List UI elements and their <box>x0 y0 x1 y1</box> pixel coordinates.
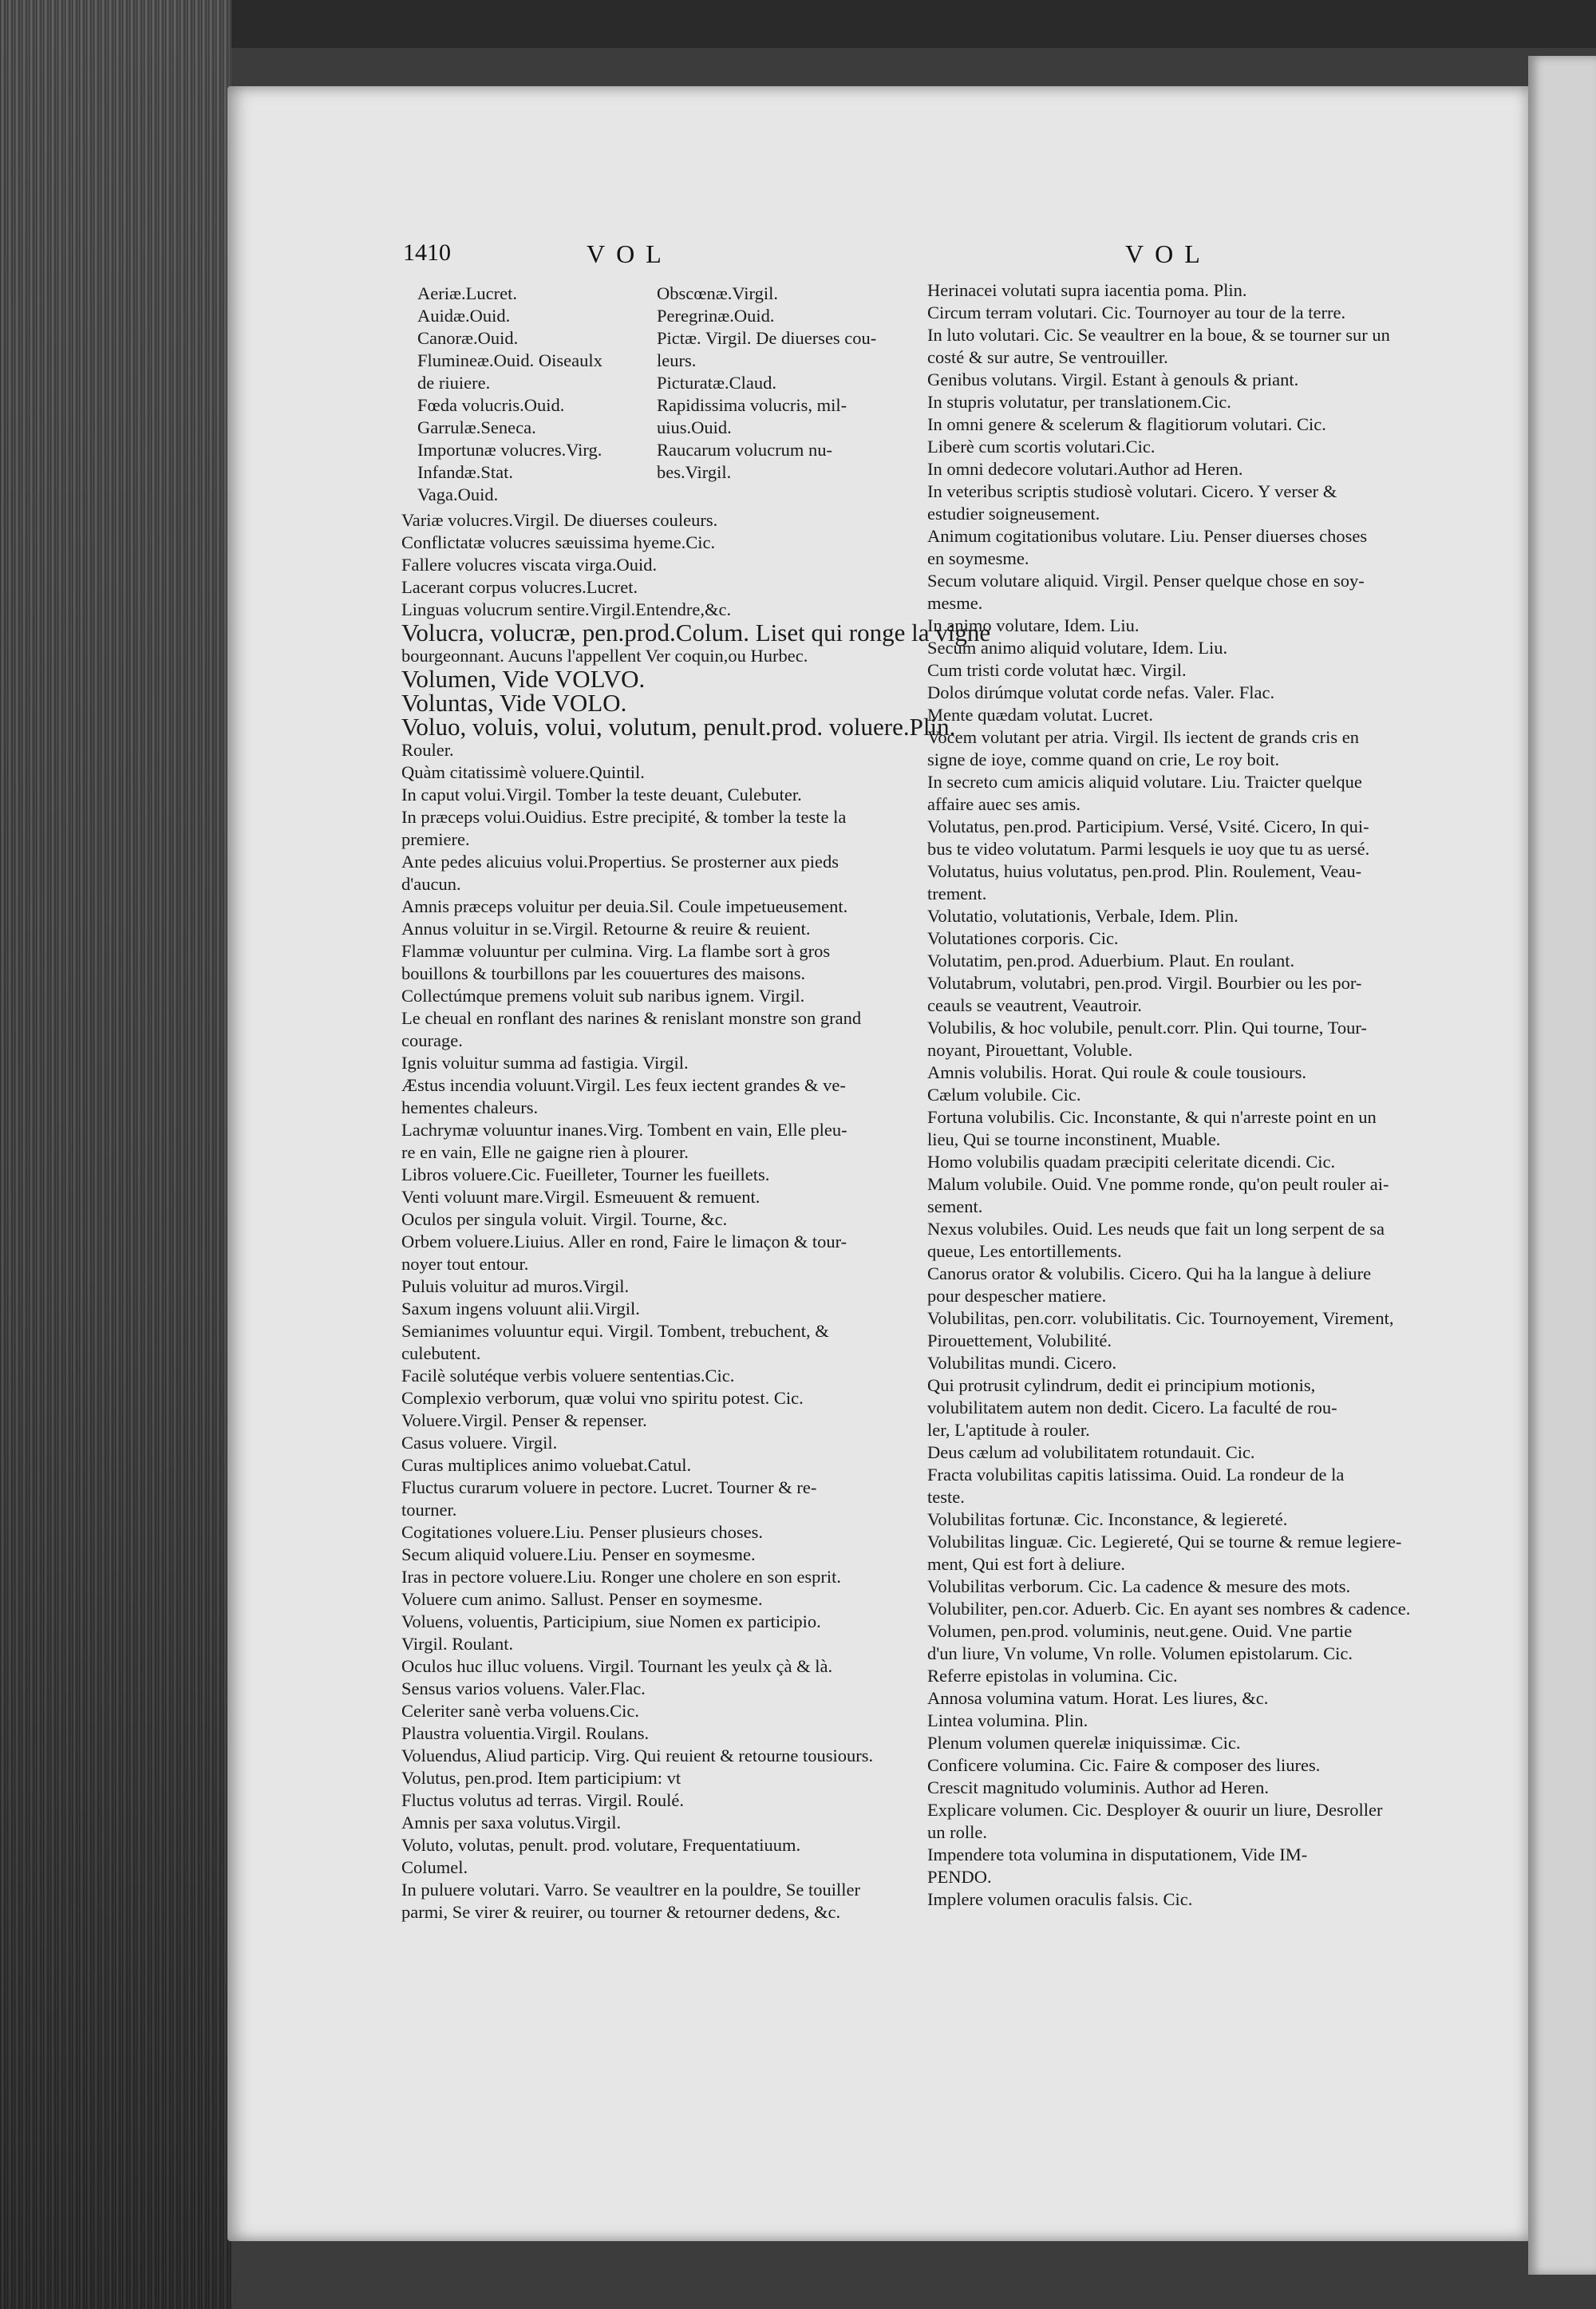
text-line: Lintea volumina. Plin. <box>927 1710 1088 1730</box>
text-line: ment, Qui est fort à deliure. <box>927 1554 1126 1574</box>
text-line: Volubilitas verborum. Cic. La cadence & mesure des mots. <box>927 1576 1351 1596</box>
text-line: Puluis voluitur ad muros.Virgil. <box>401 1276 630 1296</box>
text-line: In caput volui.Virgil. Tomber la teste deuant, Culebuter. <box>401 785 802 805</box>
column-b-main <box>927 279 1416 1911</box>
text-line: In puluere volutari. Varro. Se veaultrer en la pouldre, Se touiller <box>401 1880 861 1900</box>
text-line: tourner. <box>401 1500 457 1520</box>
text-line: Volutabrum, volutabri, pen.prod. Virgil. Bourbier ou les por- <box>927 973 1362 993</box>
text-line: Volutatio, volutationis, Verbale, Idem. Plin. <box>927 906 1238 926</box>
text-line: Rapidissima volucris, mil- <box>657 395 847 415</box>
text-line: Iras in pectore voluere.Liu. Ronger une cholere en son esprit. <box>401 1567 842 1587</box>
text-line: en soymesme. <box>927 548 1029 568</box>
text-line: Ante pedes alicuius volui.Propertius. Se prosterner aux pieds <box>401 852 839 872</box>
text-line: Pictæ. Virgil. De diuerses cou- <box>657 328 877 348</box>
text-line: Volutatus, pen.prod. Participium. Versé, Vsité. Cicero, In qui- <box>927 816 1369 836</box>
text-line: costé & sur autre, Se ventrouiller. <box>927 347 1168 367</box>
text-line: Lachrymæ voluuntur inanes.Virg. Tombent en vain, Elle pleu- <box>401 1120 847 1140</box>
text-line: Amnis per saxa volutus.Virgil. <box>401 1813 622 1833</box>
text-line: Genibus volutans. Virgil. Estant à genouls & priant. <box>927 370 1299 389</box>
text-line: Liberè cum scortis volutari.Cic. <box>927 437 1156 457</box>
text-line: Secum volutare aliquid. Virgil. Penser quelque chose en soy- <box>927 571 1365 591</box>
text-line: courage. <box>401 1030 463 1050</box>
text-line: Le cheual en ronflant des narines & renislant monstre son grand <box>401 1008 862 1028</box>
text-line: un rolle. <box>927 1822 987 1842</box>
text-line: bes.Virgil. <box>657 462 732 482</box>
text-line: Voluens, voluentis, Participium, siue Nomen ex participio. <box>401 1611 821 1631</box>
text-line: Venti voluunt mare.Virgil. Esmeuuent & remuent. <box>401 1187 760 1207</box>
text-line: Canoræ.Ouid. <box>417 328 519 348</box>
text-line: Voluere cum animo. Sallust. Penser en soymesme. <box>401 1589 763 1609</box>
text-line: Voluto, volutas, penult. prod. volutare, Frequentatiuum. <box>401 1835 801 1855</box>
text-line: queue, Les entortillements. <box>927 1241 1122 1261</box>
text-line: Variæ volucres.Virgil. De diuerses couleurs. <box>401 510 718 530</box>
text-line: trement. <box>927 884 987 903</box>
text-line: Voluo, voluis, volui, volutum, penult.prod. voluere.Plin. <box>401 713 956 741</box>
text-line: leurs. <box>657 350 697 370</box>
text-line: volubilitatem autem non dedit. Cicero. La faculté de rou- <box>927 1398 1337 1417</box>
text-line: Volumen, pen.prod. voluminis, neut.gene. Ouid. Vne partie <box>927 1621 1353 1641</box>
text-line: Fallere volucres viscata virga.Ouid. <box>401 555 658 575</box>
text-line: de riuiere. <box>417 373 491 393</box>
text-line: Facilè solutéque verbis voluere sententias.Cic. <box>401 1366 735 1386</box>
text-line: Explicare volumen. Cic. Desployer & ouurir un liure, Desroller <box>927 1800 1383 1820</box>
text-line: bus te video volutatum. Parmi lesquels ie uoy que tu as uersé. <box>927 839 1370 859</box>
text-line: In præceps volui.Ouidius. Estre precipité, & tomber la teste la <box>401 807 847 827</box>
text-line: ler, L'aptitude à rouler. <box>927 1420 1090 1440</box>
text-line: Malum volubile. Ouid. Vne pomme ronde, qu'on peult rouler ai- <box>927 1174 1389 1194</box>
text-line: Annus voluitur in se.Virgil. Retourne & reuire & reuient. <box>401 919 811 939</box>
text-line: Nexus volubiles. Ouid. Les neuds que fait un long serpent de sa <box>927 1219 1385 1239</box>
text-line: Volubilitas, pen.corr. volubilitatis. Cic. Tournoyement, Virement, <box>927 1308 1394 1328</box>
text-line: Vaga.Ouid. <box>417 484 499 504</box>
text-line: In animo volutare, Idem. Liu. <box>927 615 1140 635</box>
text-line: Æstus incendia voluunt.Virgil. Les feux iectent grandes & ve- <box>401 1075 846 1095</box>
text-line: premiere. <box>401 829 470 849</box>
text-line: bouillons & tourbillons par les couuertures des maisons. <box>401 963 806 983</box>
text-line: estudier soigneusement. <box>927 504 1100 524</box>
text-line: Canorus orator & volubilis. Cicero. Qui ha la langue à deliure <box>927 1263 1372 1283</box>
text-line: Semianimes voluuntur equi. Virgil. Tombent, trebuchent, & <box>401 1321 829 1341</box>
text-line: Collectúmque premens voluit sub naribus ignem. Virgil. <box>401 986 805 1006</box>
text-line: Volutatim, pen.prod. Aduerbium. Plaut. En roulant. <box>927 951 1295 971</box>
text-line: uius.Ouid. <box>657 417 732 437</box>
text-line: Peregrinæ.Ouid. <box>657 306 775 326</box>
text-line: Volubilitas linguæ. Cic. Legiereté, Qui se tourne & remue legiere- <box>927 1532 1402 1552</box>
text-line: teste. <box>927 1487 965 1507</box>
facing-page-edge <box>1528 56 1596 2275</box>
text-line: Vocem volutant per atria. Virgil. Ils iectent de grands cris en <box>927 727 1359 747</box>
text-line: Volutationes corporis. Cic. <box>927 928 1119 948</box>
text-line: Volubilitas mundi. Cicero. <box>927 1353 1117 1373</box>
page-number: 1410 <box>403 239 451 266</box>
column-a-short-right <box>657 283 892 484</box>
text-line: Plenum volumen querelæ iniquissimæ. Cic. <box>927 1733 1241 1753</box>
text-line: Crescit magnitudo voluminis. Author ad Heren. <box>927 1777 1270 1797</box>
text-line: Conflictatæ volucres sæuissima hyeme.Cic. <box>401 532 716 552</box>
text-line: Annosa volumina vatum. Horat. Les liures, &c. <box>927 1688 1269 1708</box>
text-line: Conficere volumina. Cic. Faire & composer des liures. <box>927 1755 1321 1775</box>
text-line: Impendere tota volumina in disputationem, Vide IM- <box>927 1844 1308 1864</box>
text-line: Importunæ volucres.Virg. <box>417 440 602 460</box>
text-line: Saxum ingens voluunt alii.Virgil. <box>401 1299 640 1319</box>
running-head-right: VOL <box>1125 239 1211 268</box>
text-line: sement. <box>927 1196 983 1216</box>
text-line: In omni genere & scelerum & flagitiorum volutari. Cic. <box>927 414 1326 434</box>
text-line: Secum aliquid voluere.Liu. Penser en soymesme. <box>401 1544 756 1564</box>
text-line: Fœda volucris.Ouid. <box>417 395 565 415</box>
text-line: pour despescher matiere. <box>927 1286 1107 1306</box>
text-line: Pirouettement, Volubilité. <box>927 1330 1112 1350</box>
text-line: affaire auec ses amis. <box>927 794 1080 814</box>
book-edge-shadow <box>0 0 231 2309</box>
text-line: Qui protrusit cylindrum, dedit ei principium motionis, <box>927 1375 1316 1395</box>
text-line: Flammæ voluuntur per culmina. Virg. La flambe sort à gros <box>401 941 831 961</box>
text-line: Referre epistolas in volumina. Cic. <box>927 1666 1178 1686</box>
text-line: Auidæ.Ouid. <box>417 306 511 326</box>
text-line: re en vain, Elle ne gaigne rien à plourer. <box>401 1142 689 1162</box>
column-a-short-left <box>417 283 661 506</box>
text-line: In omni dedecore volutari.Author ad Heren. <box>927 459 1243 479</box>
text-line: PENDO. <box>927 1867 992 1887</box>
text-line: Virgil. Roulant. <box>401 1634 514 1654</box>
text-line: Raucarum volucrum nu- <box>657 440 832 460</box>
text-line: Ignis voluitur summa ad fastigia. Virgil. <box>401 1053 689 1073</box>
text-line: Aeriæ.Lucret. <box>417 283 517 303</box>
text-line: Casus voluere. Virgil. <box>401 1433 558 1453</box>
text-line: Volutatus, huius volutatus, pen.prod. Plin. Roulement, Veau- <box>927 861 1362 881</box>
text-line: Fluctus volutus ad terras. Virgil. Roulé. <box>401 1790 685 1810</box>
text-line: Obscœnæ.Virgil. <box>657 283 778 303</box>
text-line: Animum cogitationibus volutare. Liu. Penser diuerses choses <box>927 526 1368 546</box>
text-line: Garrulæ.Seneca. <box>417 417 536 437</box>
text-line: Infandæ.Stat. <box>417 462 513 482</box>
text-line: Amnis præceps voluitur per deuia.Sil. Coule impetueusement. <box>401 896 848 916</box>
text-line: Volubiliter, pen.cor. Aduerb. Cic. En ayant ses nombres & cadence. <box>927 1599 1411 1619</box>
text-line: In secreto cum amicis aliquid volutare. Liu. Traicter quelque <box>927 772 1362 792</box>
text-line: Cælum volubile. Cic. <box>927 1085 1081 1105</box>
background-top <box>0 0 1596 48</box>
text-line: ceauls se veautrent, Veautroir. <box>927 995 1142 1015</box>
text-line: Orbem voluere.Liuius. Aller en rond, Faire le limaçon & tour- <box>401 1232 847 1251</box>
text-line: Dolos dirúmque volutat corde nefas. Valer. Flac. <box>927 682 1275 702</box>
text-line: noyer tout entour. <box>401 1254 529 1274</box>
text-line: Secum animo aliquid volutare, Idem. Liu. <box>927 638 1228 658</box>
text-line: Linguas volucrum sentire.Virgil.Entendre,&c. <box>401 599 732 619</box>
text-line: Fracta volubilitas capitis latissima. Ouid. La rondeur de la <box>927 1465 1345 1485</box>
text-line: Curas multiplices animo voluebat.Catul. <box>401 1455 692 1475</box>
text-line: d'un liure, Vn volume, Vn rolle. Volumen epistolarum. Cic. <box>927 1643 1353 1663</box>
text-line: Volumen, Vide VOLVO. <box>401 665 646 693</box>
text-line: In luto volutari. Cic. Se veaultrer en la boue, & se tourner sur un <box>927 325 1390 345</box>
text-line: noyant, Pirouettant, Voluble. <box>927 1040 1133 1060</box>
text-line: Oculos huc illuc voluens. Virgil. Tournant les yeulx çà & là. <box>401 1656 833 1676</box>
text-line: Voluere.Virgil. Penser & repenser. <box>401 1410 647 1430</box>
text-line: Circum terram volutari. Cic. Tournoyer au tour de la terre. <box>927 302 1346 322</box>
text-line: Cum tristi corde volutat hæc. Virgil. <box>927 660 1187 680</box>
text-line: Volucra, volucræ, pen.prod.Colum. Liset qui ronge la vigne <box>401 619 991 646</box>
text-line: Fortuna volubilis. Cic. Inconstante, & qui n'arreste point en un <box>927 1107 1377 1127</box>
text-line: Complexio verborum, quæ volui vno spiritu potest. Cic. <box>401 1388 804 1408</box>
text-line: signe de ioye, comme quand on crie, Le roy boit. <box>927 749 1280 769</box>
text-line: Plaustra voluentia.Virgil. Roulans. <box>401 1723 650 1743</box>
text-line: Libros voluere.Cic. Fueilleter, Tourner les fueillets. <box>401 1164 770 1184</box>
text-line: mesme. <box>927 593 983 613</box>
text-line: Homo volubilis quadam præcipiti celeritate dicendi. Cic. <box>927 1152 1336 1172</box>
running-head-left: VOL <box>587 239 673 268</box>
text-line: Rouler. <box>401 740 454 760</box>
text-line: Sensus varios voluens. Valer.Flac. <box>401 1678 646 1698</box>
text-line: Celeriter sanè verba voluens.Cic. <box>401 1701 640 1721</box>
text-line: Mente quædam volutat. Lucret. <box>927 705 1154 725</box>
text-line: Volubilis, & hoc volubile, penult.corr. Plin. Qui tourne, Tour- <box>927 1018 1367 1038</box>
text-line: hementes chaleurs. <box>401 1097 539 1117</box>
text-line: Columel. <box>401 1857 468 1877</box>
text-line: Cogitationes voluere.Liu. Penser plusieurs choses. <box>401 1522 764 1542</box>
text-line: bourgeonnant. Aucuns l'appellent Ver coquin,ou Hurbec. <box>401 646 808 666</box>
text-line: Lacerant corpus volucres.Lucret. <box>401 577 638 597</box>
text-line: d'aucun. <box>401 874 461 894</box>
text-line: Voluendus, Aliud particip. Virg. Qui reuient & retourne tousiours. <box>401 1746 874 1765</box>
text-line: In veteribus scriptis studiosè volutari. Cicero. Y verser & <box>927 481 1337 501</box>
text-line: Volubilitas fortunæ. Cic. Inconstance, & legiereté. <box>927 1509 1288 1529</box>
text-line: culebutent. <box>401 1343 481 1363</box>
text-line: Fluctus curarum voluere in pectore. Lucret. Tourner & re- <box>401 1477 817 1497</box>
text-line: Deus cælum ad volubilitatem rotundauit. Cic. <box>927 1442 1255 1462</box>
text-line: Volutus, pen.prod. Item participium: vt <box>401 1768 681 1788</box>
text-line: parmi, Se virer & reuirer, ou tourner & retourner dedens, &c. <box>401 1902 841 1922</box>
text-line: Voluntas, Vide VOLO. <box>401 689 627 717</box>
text-line: lieu, Qui se tourne inconstinent, Muable. <box>927 1129 1221 1149</box>
text-line: Oculos per singula voluit. Virgil. Tourne, &c. <box>401 1209 728 1229</box>
text-line: Flumineæ.Ouid. Oiseaulx <box>417 350 602 370</box>
text-line: Implere volumen oraculis falsis. Cic. <box>927 1889 1193 1909</box>
text-line: Amnis volubilis. Horat. Qui roule & coule tousiours. <box>927 1062 1306 1082</box>
text-line: Quàm citatissimè voluere.Quintil. <box>401 762 645 782</box>
text-line: Picturatæ.Claud. <box>657 373 776 393</box>
text-line: In stupris volutatur, per translationem.Cic. <box>927 392 1231 412</box>
text-line: Herinacei volutati supra iacentia poma. Plin. <box>927 280 1247 300</box>
